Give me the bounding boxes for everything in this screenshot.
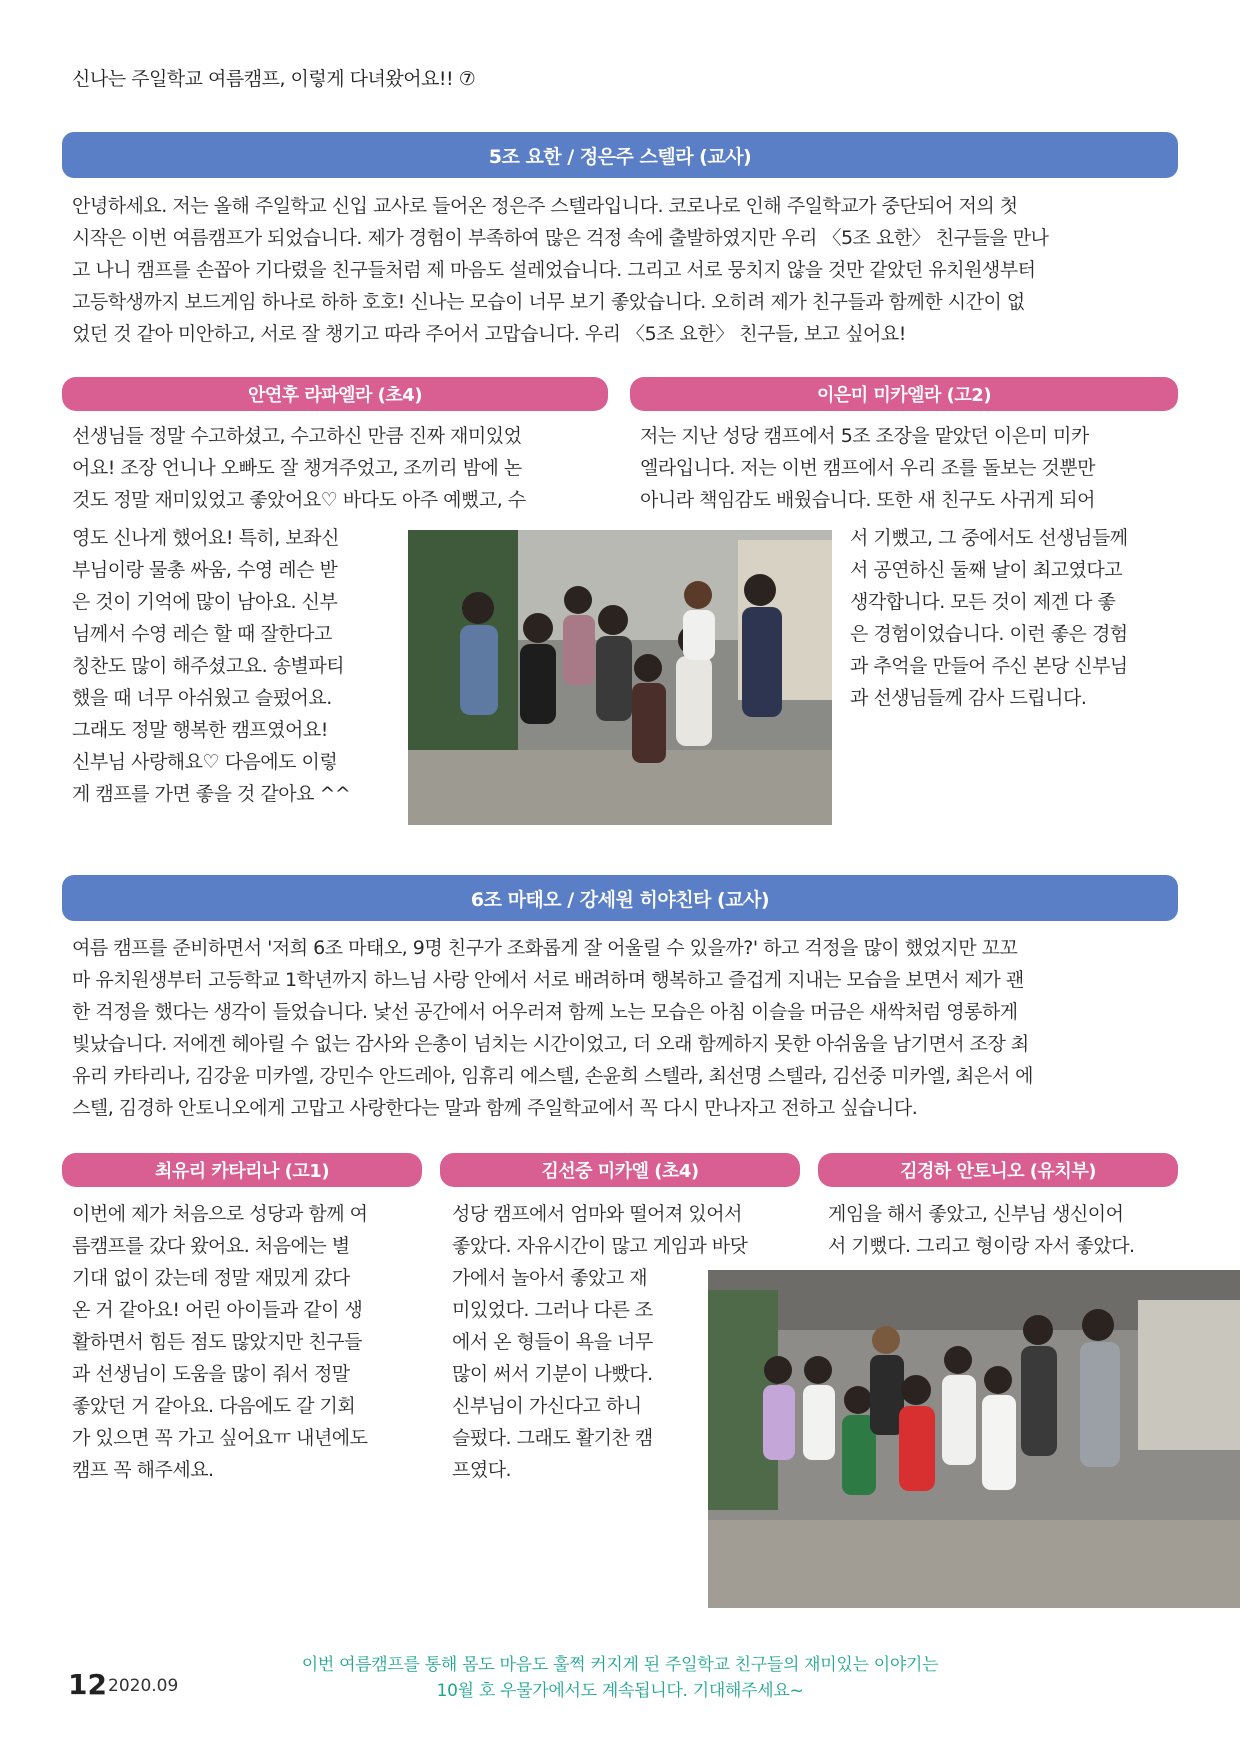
text-line: 했을 때 너무 아쉬웠고 슬펐어요. (72, 687, 332, 709)
text-line: 신부님 사랑해요♡ 다음에도 이렇 (72, 751, 338, 773)
text-line: 어요! 조장 언니나 오빠도 잘 챙겨주었고, 조끼리 밤에 논 (72, 457, 522, 479)
text-line: 은 경험이었습니다. 이런 좋은 경험 (850, 623, 1128, 645)
team5-group-photo (408, 530, 832, 825)
text-line: 빛났습니다. 저에겐 헤아릴 수 없는 감사와 은총이 넘치는 시간이었고, 더 오래 함께하지 못한 아쉬움을 남기면서 조장 최 (72, 1033, 1029, 1055)
text-line: 칭찬도 많이 해주셨고요. 송별파티 (72, 655, 345, 677)
text-line: 엘라입니다. 저는 이번 캠프에서 우리 조를 돌보는 것뿐만 (640, 457, 1095, 479)
team6-group-photo (708, 1270, 1240, 1608)
footer-note (230, 1652, 1010, 1704)
text-line: 고 나니 캠프를 손꼽아 기다렸을 친구들처럼 제 마음도 설레었습니다. 그리고 서로 뭉치지 않을 것만 같았던 유치원생부터 (72, 259, 1036, 281)
text-line: 안녕하세요. 저는 올해 주일학교 신입 교사로 들어온 정은주 스텔라입니다. 코로나로 인해 주일학교가 중단되어 저의 첫 (72, 195, 1018, 217)
footer-note-line: 이번 여름캠프를 통해 몸도 마음도 훌쩍 커지게 된 주일학교 친구들의 재미있는 이야기는 (301, 1655, 939, 1675)
student1-text-side (72, 522, 402, 810)
text-line: 선생님들 정말 수고하셨고, 수고하신 만큼 진짜 재미있었 (72, 425, 522, 447)
text-line: 한 걱정을 했다는 생각이 들었습니다. 낯선 공간에서 어우러져 함께 노는 모습은 아침 이슬을 머금은 새싹처럼 영롱하게 (72, 1001, 1018, 1023)
student3-text (72, 1198, 417, 1486)
text-line: 마 유치원생부터 고등학교 1학년까지 하느님 사랑 안에서 서로 배려하며 행복하고 즐겁게 지내는 모습을 보면서 제가 괜 (72, 969, 1024, 991)
text-line: 신부님이 가신다고 하니 (452, 1395, 642, 1417)
section-text-team6 (72, 932, 1172, 1124)
text-line: 서 기뻤다. 그리고 형이랑 자서 좋았다. (828, 1235, 1135, 1257)
text-line: 생각합니다. 모든 것이 제겐 다 좋 (850, 591, 1116, 613)
student4-text-top (452, 1198, 797, 1262)
page-number: 12 (68, 1668, 107, 1701)
text-line: 기대 없이 갔는데 정말 재밌게 갔다 (72, 1267, 350, 1289)
text-line: 었던 것 같아 미안하고, 서로 잘 챙기고 따라 주어서 고맙습니다. 우리 〈5조 요한〉 친구들, 보고 싶어요! (72, 323, 906, 345)
text-line: 활하면서 힘든 점도 많았지만 친구들 (72, 1331, 362, 1353)
text-line: 것도 정말 재미있었고 좋았어요♡ 바다도 아주 예뻤고, 수 (72, 489, 526, 511)
student4-text-side (452, 1262, 697, 1486)
text-line: 가에서 놀아서 좋았고 재 (452, 1267, 648, 1289)
text-line: 유리 카타리나, 김강윤 미카엘, 강민수 안드레아, 임휴리 에스텔, 손윤희 스텔라, 최선명 스텔라, 김선중 미카엘, 최은서 에 (72, 1065, 1034, 1087)
text-line: 게임을 해서 좋았고, 신부님 생신이어 (828, 1203, 1124, 1225)
section-text-team5 (72, 190, 1172, 350)
text-line: 슬펐다. 그래도 활기찬 캠 (452, 1427, 653, 1449)
text-line: 영도 신나게 했어요! 특히, 보좌신 (72, 527, 339, 549)
text-line: 과 추억을 만들어 주신 본당 신부님 (850, 655, 1128, 677)
text-line: 온 거 같아요! 어린 아이들과 같이 생 (72, 1299, 363, 1321)
subsection-title-student4: 김선중 미카엘 (초4) (440, 1153, 800, 1187)
text-line: 캠프 꼭 해주세요. (72, 1459, 214, 1481)
text-line: 서 기뻤고, 그 중에서도 선생님들께 (850, 527, 1128, 549)
text-line: 그래도 정말 행복한 캠프였어요! (72, 719, 328, 741)
text-line: 스텔, 김경하 안토니오에게 고맙고 사랑한다는 말과 함께 주일학교에서 꼭 다시 만나자고 전하고 싶습니다. (72, 1097, 918, 1119)
text-line: 과 선생님이 도움을 많이 줘서 정말 (72, 1363, 350, 1385)
student5-text (828, 1198, 1173, 1262)
text-line: 미있었다. 그러나 다른 조 (452, 1299, 653, 1321)
footer-note-line: 10월 호 우물가에서도 계속됩니다. 기대해주세요~ (436, 1681, 804, 1701)
text-line: 름캠프를 갔다 왔어요. 처음에는 별 (72, 1235, 350, 1257)
subsection-title-student1: 안연후 라파엘라 (초4) (62, 377, 608, 411)
text-line: 프였다. (452, 1459, 512, 1481)
text-line: 성당 캠프에서 엄마와 떨어져 있어서 (452, 1203, 742, 1225)
text-line: 은 것이 기억에 많이 남아요. 신부 (72, 591, 338, 613)
text-line: 아니라 책임감도 배웠습니다. 또한 새 친구도 사귀게 되어 (640, 489, 1095, 511)
text-line: 좋았다. 자유시간이 많고 게임과 바닷 (452, 1235, 748, 1257)
section-title-team6: 6조 마태오 / 강세원 히야친타 (교사) (62, 875, 1178, 921)
text-line: 좋았던 거 같아요. 다음에도 갈 기회 (72, 1395, 356, 1417)
page-header-title: 신나는 주일학교 여름캠프, 이렇게 다녀왔어요!! ⑦ (72, 68, 476, 90)
subsection-title-student2: 이은미 미카엘라 (고2) (630, 377, 1178, 411)
text-line: 저는 지난 성당 캠프에서 5조 조장을 맡았던 이은미 미카 (640, 425, 1089, 447)
student1-text-top (72, 420, 602, 516)
subsection-title-student3: 최유리 카타리나 (고1) (62, 1153, 422, 1187)
text-line: 고등학생까지 보드게임 하나로 하하 호호! 신나는 모습이 너무 보기 좋았습니다. 오히려 제가 친구들과 함께한 시간이 없 (72, 291, 1025, 313)
text-line: 에서 온 형들이 욕을 너무 (452, 1331, 653, 1353)
text-line: 시작은 이번 여름캠프가 되었습니다. 제가 경험이 부족하여 많은 걱정 속에 출발하였지만 우리 〈5조 요한〉 친구들을 만나 (72, 227, 1049, 249)
text-line: 과 선생님들께 감사 드립니다. (850, 687, 1087, 709)
text-line: 이번에 제가 처음으로 성당과 함께 여 (72, 1203, 368, 1225)
text-line: 게 캠프를 가면 좋을 것 같아요 ^^ (72, 783, 351, 805)
section-title-team5: 5조 요한 / 정은주 스텔라 (교사) (62, 132, 1178, 178)
student2-text-side (850, 522, 1180, 714)
student2-text-top (640, 420, 1170, 516)
text-line: 님께서 수영 레슨 할 때 잘한다고 (72, 623, 332, 645)
text-line: 여름 캠프를 준비하면서 '저희 6조 마태오, 9명 친구가 조화롭게 잘 어울릴 수 있을까?' 하고 걱정을 많이 했었지만 꼬꼬 (72, 937, 1018, 959)
text-line: 서 공연하신 둘째 날이 최고였다고 (850, 559, 1123, 581)
text-line: 가 있으면 꼭 가고 싶어요ㅠ 내년에도 (72, 1427, 368, 1449)
text-line: 부님이랑 물총 싸움, 수영 레슨 받 (72, 559, 338, 581)
issue-date: 2020.09 (108, 1676, 179, 1696)
text-line: 많이 써서 기분이 나빴다. (452, 1363, 653, 1385)
subsection-title-student5: 김경하 안토니오 (유치부) (818, 1153, 1178, 1187)
